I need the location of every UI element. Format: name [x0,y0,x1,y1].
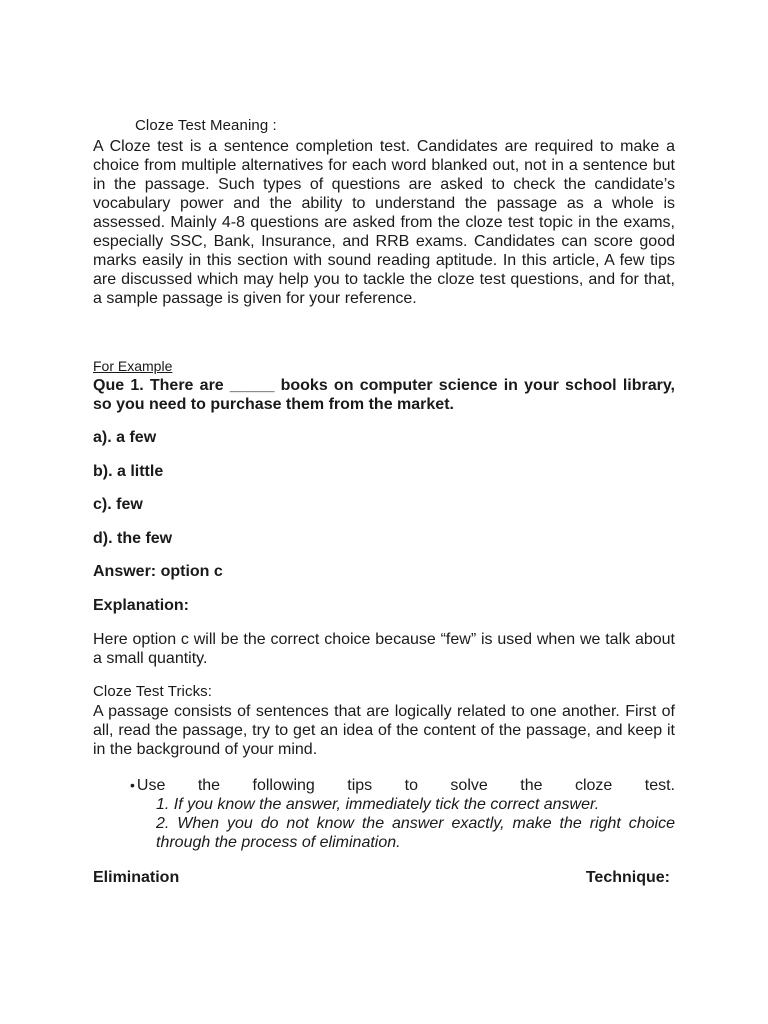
option-b: b). a little [93,463,164,480]
answer-text: Answer: option c [93,563,223,580]
elimination-left: Elimination [93,869,180,886]
tip-2: 2. When you do not know the answer exactly, make the right choice through the process of elimination. [156,815,675,851]
tip-1: 1. If you know the answer, immediately tick the correct answer. [156,796,600,813]
section-heading-meaning: Cloze Test Meaning : [135,117,277,134]
explanation-label: Explanation: [93,597,190,614]
option-d: d). the few [93,530,173,547]
bullet-icon: • [130,777,135,793]
bullet-text: Use the following tips to solve the cloze test. [136,777,675,794]
option-a: a). a few [93,429,157,446]
section-heading-tricks: Cloze Test Tricks: [93,683,213,700]
intro-paragraph: A Cloze test is a sentence completion test. Candidates are required to make a choice from multiple alternatives for each word blanked out, not in a sentence but in the passage. Such types of questions are asked to check the candidate’s vocabulary power and the ability to understand the passage as a whole is assessed. Mainly 4-8 questions are asked from the cloze test topic in the exams, especially SSC, Bank, Insurance, and RRB exams. Candidates can score good marks easily in this section with sound reading aptitude. In this article, A few tips are discussed which may help you to tackle the cloze test questions, and for that, a sample passage is given for your reference. [93,138,675,307]
example-label: For Example [93,358,173,374]
bullet-item [130,776,675,795]
option-c: c). few [93,496,143,513]
elimination-heading [93,869,670,887]
explanation-text: Here option c will be the correct choice because “few” is used when we talk about a small quantity. [93,631,675,667]
tricks-paragraph: A passage consists of sentences that are logically related to one another. First of all, read the passage, try to get an idea of the content of the passage, and keep it in the background of your mind. [93,703,675,758]
question-text: Que 1. There are _____ books on computer science in your school library, so you need to purchase them from the market. [93,377,675,413]
elimination-right: Technique: [585,869,670,886]
